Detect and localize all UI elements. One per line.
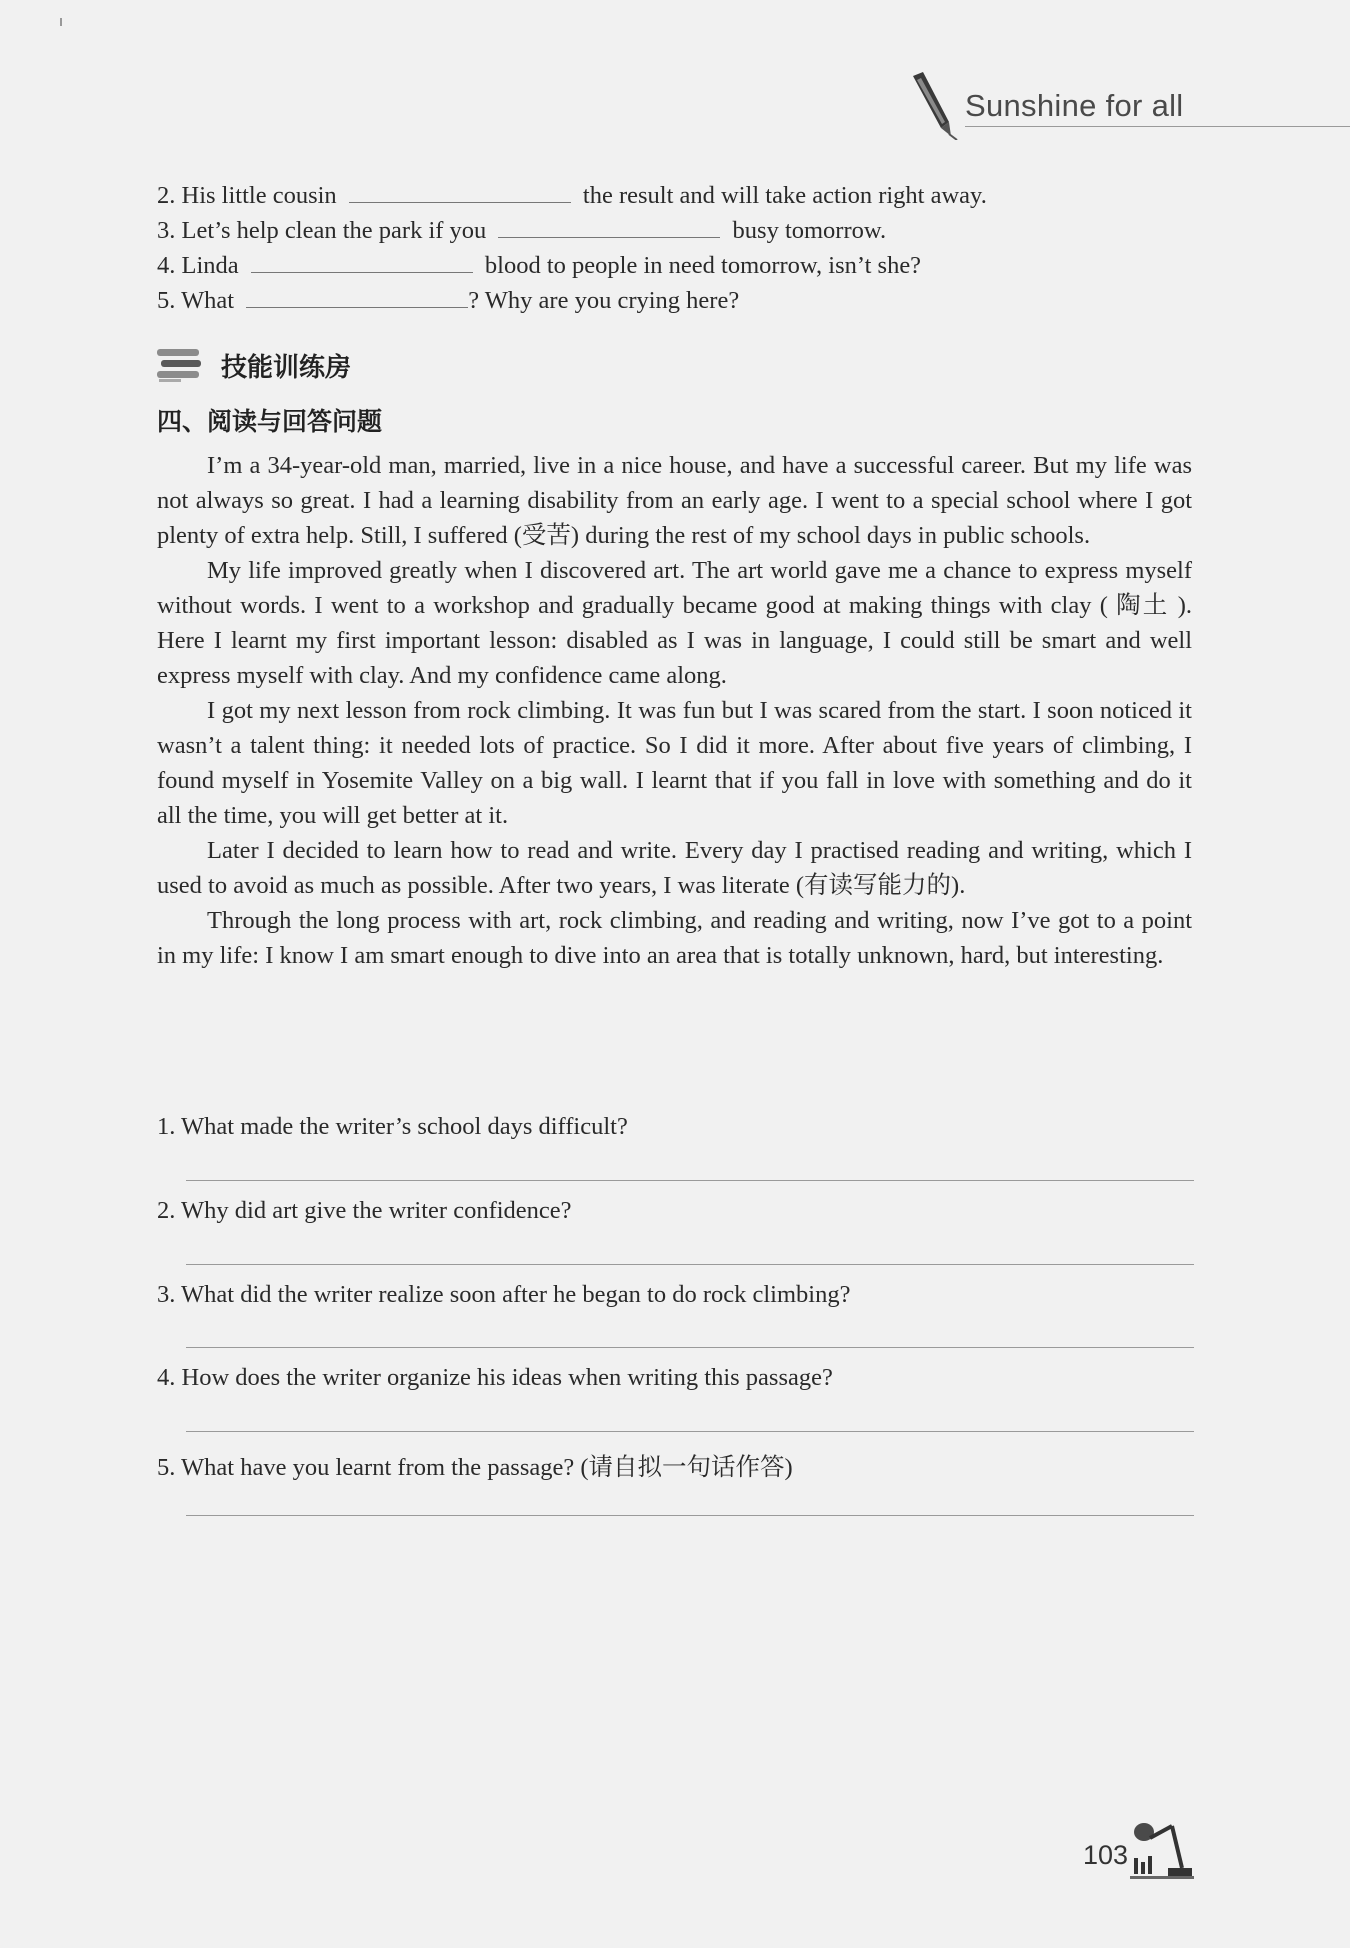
answer-blank[interactable] bbox=[246, 285, 468, 308]
passage-paragraph: I got my next lesson from rock climbing. It was fun but I was scared from the start. I soon noticed it wasn’t a talent thing: it needed lots of practice. So I did it more. After about five years of climbing, I found myself in Yosemite Valley on a big wall. I learnt that if you fall in love with something and do it all the time, you will get better at it. bbox=[157, 697, 1192, 829]
passage-paragraph: My life improved greatly when I discovered art. The art world gave me a chance to express myself without words. I went to a workshop and gradually became good at making things with clay ( 陶土 ). Here I learnt my first important lesson: disabled as I was in language, I could still be smart and well express myself with clay. And my confidence came along. bbox=[157, 557, 1192, 689]
answer-line[interactable] bbox=[186, 1264, 1194, 1265]
question: 1. What made the writer’s school days difficult? bbox=[157, 1113, 628, 1140]
item-text-after: the result and will take action right away. bbox=[582, 182, 987, 209]
fill-in-item bbox=[157, 215, 886, 246]
desk-lamp-icon bbox=[1128, 1818, 1196, 1884]
question: 4. How does the writer organize his ideas when writing this passage? bbox=[157, 1364, 833, 1391]
item-number: 3. bbox=[157, 217, 176, 244]
question: 2. Why did art give the writer confidence? bbox=[157, 1197, 572, 1224]
item-text-after: ? Why are you crying here? bbox=[468, 287, 740, 314]
answer-line[interactable] bbox=[186, 1515, 1194, 1516]
question: 3. What did the writer realize soon after he began to do rock climbing? bbox=[157, 1281, 851, 1308]
passage-paragraph: Later I decided to learn how to read and write. Every day I practised reading and writing, which I used to avoid as much as possible. After two years, I was literate (有读写能力的). bbox=[157, 837, 1192, 899]
header-title: Sunshine for all bbox=[965, 88, 1184, 123]
reading-passage bbox=[157, 448, 1192, 973]
fill-in-item bbox=[157, 180, 987, 211]
fill-in-item bbox=[157, 285, 739, 316]
item-text-before: What bbox=[181, 287, 235, 314]
subsection-title: 四、阅读与回答问题 bbox=[157, 407, 383, 436]
fill-in-item bbox=[157, 250, 921, 281]
page-number: 103 bbox=[1083, 1840, 1129, 1870]
answer-blank[interactable] bbox=[498, 215, 720, 238]
section-title: 技能训练房 bbox=[221, 353, 352, 383]
item-text-before: His little cousin bbox=[181, 182, 337, 209]
item-text-after: busy tomorrow. bbox=[732, 217, 887, 244]
answer-blank[interactable] bbox=[349, 180, 571, 203]
item-number: 4. bbox=[157, 252, 176, 279]
passage-paragraph: I’m a 34-year-old man, married, live in a nice house, and have a successful career. But my life was not always so great. I had a learning disability from an early age. I went to a special school where I got plenty of extra help. Still, I suffered (受苦) during the rest of my school days in public schools. bbox=[157, 452, 1192, 549]
item-text-after: blood to people in need tomorrow, isn’t she? bbox=[484, 252, 922, 279]
answer-line[interactable] bbox=[186, 1431, 1194, 1432]
item-number: 2. bbox=[157, 182, 176, 209]
answer-line[interactable] bbox=[186, 1347, 1194, 1348]
answer-line[interactable] bbox=[186, 1180, 1194, 1181]
page-header bbox=[905, 70, 1350, 140]
scan-mark bbox=[60, 18, 62, 26]
pen-icon bbox=[905, 70, 965, 140]
item-text-before: Linda bbox=[181, 252, 239, 279]
passage-paragraph: Through the long process with art, rock climbing, and reading and writing, now I’ve got to a point in my life: I know I am smart enough to dive into an area that is totally unknown, hard, but interesting. bbox=[157, 907, 1192, 969]
answer-blank[interactable] bbox=[251, 250, 473, 273]
question: 5. What have you learnt from the passage? (请自拟一句话作答) bbox=[157, 1454, 793, 1481]
item-text-before: Let’s help clean the park if you bbox=[181, 217, 487, 244]
item-number: 5. bbox=[157, 287, 176, 314]
book-stack-icon bbox=[155, 345, 203, 385]
header-rule bbox=[965, 126, 1350, 127]
